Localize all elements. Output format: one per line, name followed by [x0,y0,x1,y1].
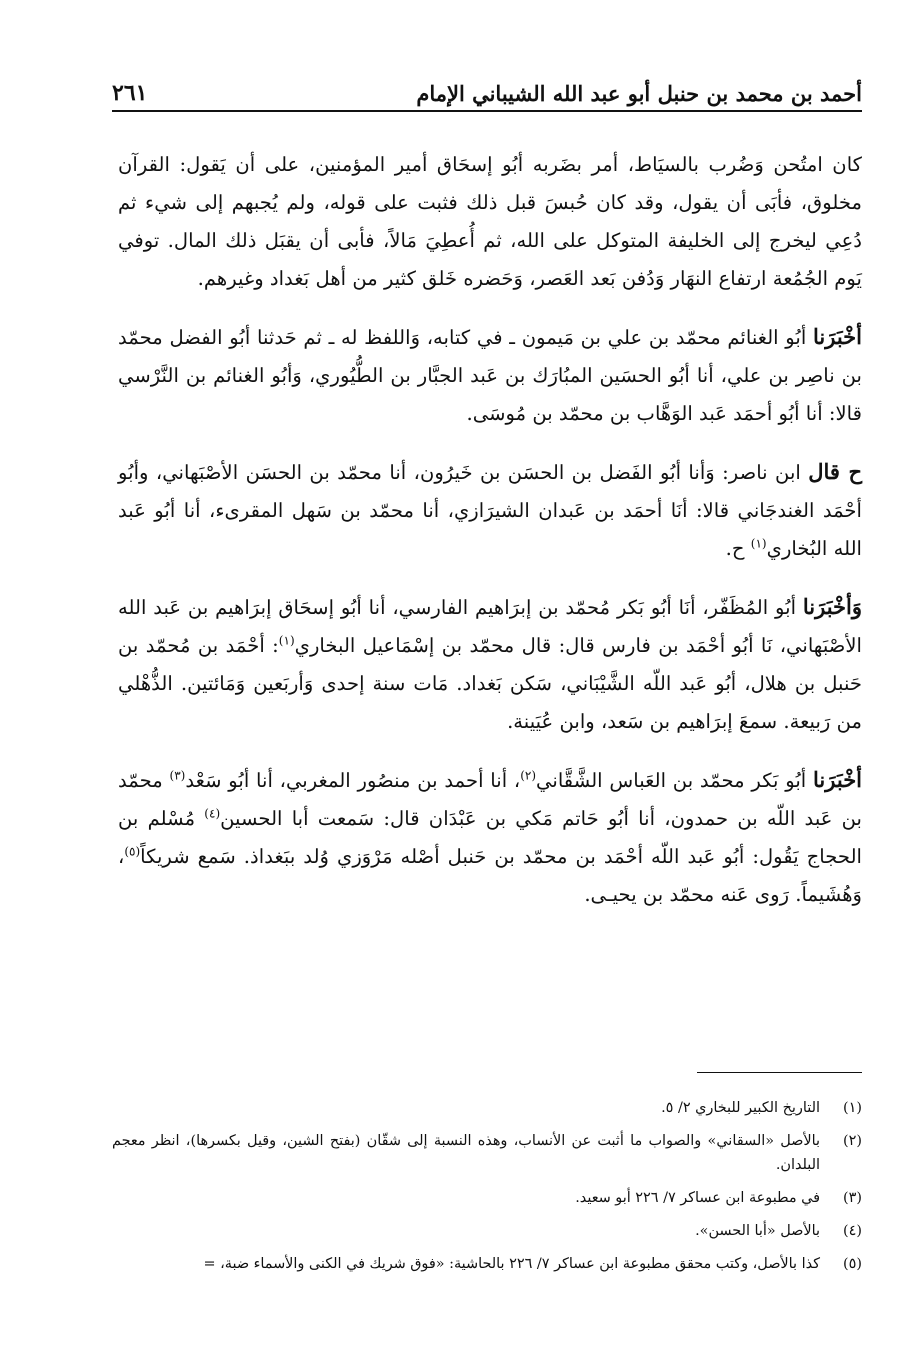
paragraph-text: ، أنا أحمد بن منصُور المغربي، أنا أبُو سَعْد [185,769,521,792]
paragraph-lead: ح قال [808,459,863,484]
footnote-number: (٢) [843,1133,862,1149]
footnote [112,1219,862,1243]
footnote-ref: (٥) [124,844,141,859]
paragraph-text: كان امتُحن وَضُرب بالسيَاط، أمر بضَربه أبُو إسحَاق أمير المؤمنين، على أن يَقول: القرآن مخلوق، فأبَى أن يقول، وقد كان حُبسَ قبل ذلك فثبت على قوله، ولم يُجبهم إلى شيء ثم دُعِي ليخرج إلى الخليفة المتوكل على الله، ثم أُعطِيَ مَالاً، فأبى أن يقبَل ذلك المال. توفي يَوم الجُمُعة ارتفاع النهَار وَدُفن بَعد العَصر، وَحَضره خَلق كثير من أهل بَغداد وغيرهم. [118,153,862,290]
footnotes [112,1096,862,1285]
paragraph-text: محمّد بن عَبد اللّه بن حمدون، أنا أبُو حَاتم مَكي بن عَبْدَان قال: سَمعت أبا الحسين [118,769,862,830]
paragraph-3 [118,453,862,568]
paragraph-lead: أخْبَرَنا [813,767,863,792]
paragraph-5 [118,761,862,914]
footnote [112,1186,862,1210]
running-header [112,70,862,112]
footnote-separator [697,1072,862,1073]
paragraph-tail: : أحْمَد بن مُحمّد بن حَنبل بن هلال، أبُو عَبد اللّه الشَّيْبَاني، سَكن بَغداد. مَات سنة إحدى وَأربَعين وَمَائتين. الذُّهْلي من رَبيعة. سمعَ إبرَاهيم بن سَعد، وابن عُيَينة. [118,634,862,733]
paragraph-lead: أخْبَرَنا [813,324,862,349]
footnote-text: بالأصل «السقاني» والصواب ما أثبت عن الأنساب، وهذه النسبة إلى شقّان (بفتح الشين، وقيل بكسرها)، انظر معجم البلدان. [112,1133,820,1173]
main-text [118,146,862,934]
footnote [112,1129,862,1177]
footnote-ref: (١) [750,536,767,551]
footnote-text: التاريخ الكبير للبخاري ٢/ ٥. [661,1100,820,1116]
paragraph-4 [118,588,862,741]
paragraph-text: مُسْلم بن الحجاج يَقُول: أبُو عَبد اللّه أحْمَد بن محمّد بن حَنبل أصْله مَرْوَزي وُلد ببَغداذ. سَمع شريكاً [118,807,862,868]
footnote-ref: (٣) [169,768,186,783]
paragraph-lead: وَأخْبَرَنا [802,594,862,619]
footnote-ref: (١) [278,633,295,648]
footnote-ref: (٤) [204,806,221,821]
page-number: ٢٦١ [112,80,148,106]
footnote-ref: (٢) [520,768,537,783]
footnote [112,1096,862,1120]
footnote-number: (٣) [843,1190,862,1206]
footnote-text: في مطبوعة ابن عساكر ٧/ ٢٢٦ أبو سعيد. [575,1190,820,1206]
header-title: أحمد بن محمد بن حنبل أبو عبد الله الشيباني الإمام [416,81,862,106]
paragraph-text: أبُو بَكر محمّد بن العَباس الشَّقَّاني [536,769,807,792]
paragraph-1 [118,146,862,298]
paragraph-tail: ح. [725,537,751,560]
footnote-number: (٤) [843,1223,862,1239]
paragraph-text: ابن ناصر: وَأنا أبُو الفَضل بن الحسَن بن خَيرُون، أنا محمّد بن الحسَن الأصْبَهاني، وأبُو أحْمَد الغندجَاني قالا: أنَا أحمَد بن عَبدان الشيرَازي، أنا محمّد بن سَهل المقرىء، أنا أبُو عَبد الله البُخاري [118,461,862,560]
footnote-text: بالأصل «أبا الحسن». [695,1223,820,1239]
paragraph-text: أبُو المُظَفّر، أنَا أبُو بَكر مُحمّد بن إبرَاهيم الفارسي، أنا أبُو إسحَاق إبرَاهيم بن عَبد الله الأصْبَهاني، نَا أبُو أحْمَد بن فارس قال: قال محمّد بن إسْمَاعيل البخاري [118,596,862,657]
paragraph-text: أبُو الغنائم محمّد بن علي بن مَيمون ـ في كتابه، وَاللفظ له ـ ثم حَدثنا أبُو الفضل محمّد بن ناصِر بن علي، أنا أبُو الحسَين المبُارَك بن عَبد الجبَّار بن الطُّيُوري، وَأبُو الغنائم بن النَّرْسي قالا: أنا أبُو أحمَد عَبد الوَهَّاب بن محمّد بن مُوسَى. [118,326,862,425]
footnote [112,1252,862,1276]
paragraph-text: ، وَهُشَيماً. رَوى عَنه محمّد بن يحيـى. [118,845,862,906]
footnote-text: كذا بالأصل، وكتب محقق مطبوعة ابن عساكر ٧/ ٢٢٦ بالحاشية: «فوق شريك في الكنى والأسماء ضبة، = [203,1256,820,1272]
paragraph-2 [118,318,862,433]
footnote-number: (٥) [843,1256,862,1272]
footnote-number: (١) [843,1100,862,1116]
